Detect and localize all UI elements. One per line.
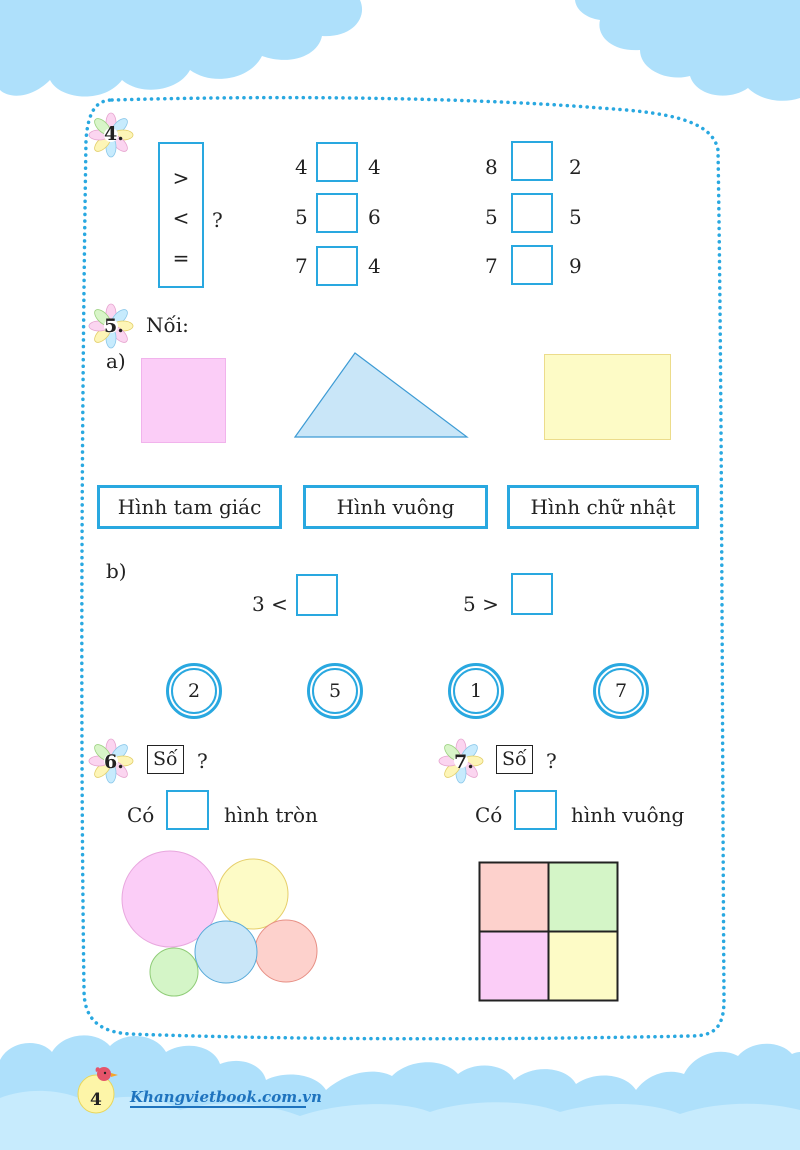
exercise-6-prefix: Có xyxy=(127,803,155,827)
page-number: 4 xyxy=(90,1090,102,1110)
exercise-7-prefix: Có xyxy=(475,803,503,827)
compare-right-3-a: 7 xyxy=(485,254,498,278)
number-choice-2[interactable] xyxy=(166,663,222,719)
squares-figure xyxy=(478,861,620,1003)
inequality-3-less: 3 < xyxy=(252,592,288,616)
answer-box[interactable] xyxy=(511,193,553,233)
circles-figure xyxy=(115,845,325,1005)
chick-egg-icon xyxy=(74,1064,130,1114)
exercise-4-number: 4. xyxy=(104,123,124,145)
question-mark: ? xyxy=(197,749,208,773)
logo-underline xyxy=(130,1106,306,1108)
sign-less: < xyxy=(172,206,190,230)
exercise-5-number: 5. xyxy=(104,315,124,337)
label-square[interactable]: Hình vuông xyxy=(303,485,488,529)
pink-square xyxy=(141,358,226,443)
inequality-5-greater: 5 > xyxy=(463,592,499,616)
question-mark: ? xyxy=(546,749,557,773)
part-b-label: b) xyxy=(106,559,127,583)
answer-box[interactable] xyxy=(316,142,358,182)
answer-box[interactable] xyxy=(316,193,358,233)
answer-box[interactable] xyxy=(296,574,338,616)
number-choice-label: 7 xyxy=(598,668,644,714)
so-label-box: Số xyxy=(147,745,184,774)
compare-left-2-b: 6 xyxy=(368,205,381,229)
number-choice-label: 1 xyxy=(453,668,499,714)
answer-box[interactable] xyxy=(511,573,553,615)
exercise-5-title: Nối: xyxy=(146,313,189,337)
exercise-6-suffix: hình tròn xyxy=(224,803,318,827)
compare-left-3-b: 4 xyxy=(368,254,381,278)
exercise-7-suffix: hình vuông xyxy=(571,803,685,827)
sign-equal: = xyxy=(172,246,190,270)
compare-right-1-b: 2 xyxy=(569,155,582,179)
yellow-rectangle xyxy=(544,354,671,440)
compare-right-3-b: 9 xyxy=(569,254,582,278)
number-choice-label: 2 xyxy=(171,668,217,714)
site-logo-text: Khangvietbook.com.vn xyxy=(130,1088,322,1106)
compare-right-1-a: 8 xyxy=(485,155,498,179)
label-rectangle[interactable]: Hình chữ nhật xyxy=(507,485,699,529)
compare-right-2-b: 5 xyxy=(569,205,582,229)
question-mark: ? xyxy=(212,208,223,232)
exercise-7-number: 7. xyxy=(454,751,474,773)
label-triangle[interactable]: Hình tam giác xyxy=(97,485,282,529)
so-label-box: Số xyxy=(496,745,533,774)
answer-box[interactable] xyxy=(511,141,553,181)
answer-box[interactable] xyxy=(511,245,553,285)
compare-left-1-a: 4 xyxy=(295,155,308,179)
compare-left-1-b: 4 xyxy=(368,155,381,179)
compare-right-2-a: 5 xyxy=(485,205,498,229)
answer-box[interactable] xyxy=(316,246,358,286)
sign-greater: > xyxy=(172,166,190,190)
part-a-label: a) xyxy=(106,349,126,373)
number-choice-7[interactable] xyxy=(593,663,649,719)
number-choice-5[interactable] xyxy=(307,663,363,719)
blue-triangle xyxy=(293,350,469,440)
exercise-6-number: 6. xyxy=(104,751,124,773)
compare-left-3-a: 7 xyxy=(295,254,308,278)
compare-left-2-a: 5 xyxy=(295,205,308,229)
number-choice-label: 5 xyxy=(312,668,358,714)
answer-box[interactable] xyxy=(514,790,557,830)
answer-box[interactable] xyxy=(166,790,209,830)
number-choice-1[interactable] xyxy=(448,663,504,719)
